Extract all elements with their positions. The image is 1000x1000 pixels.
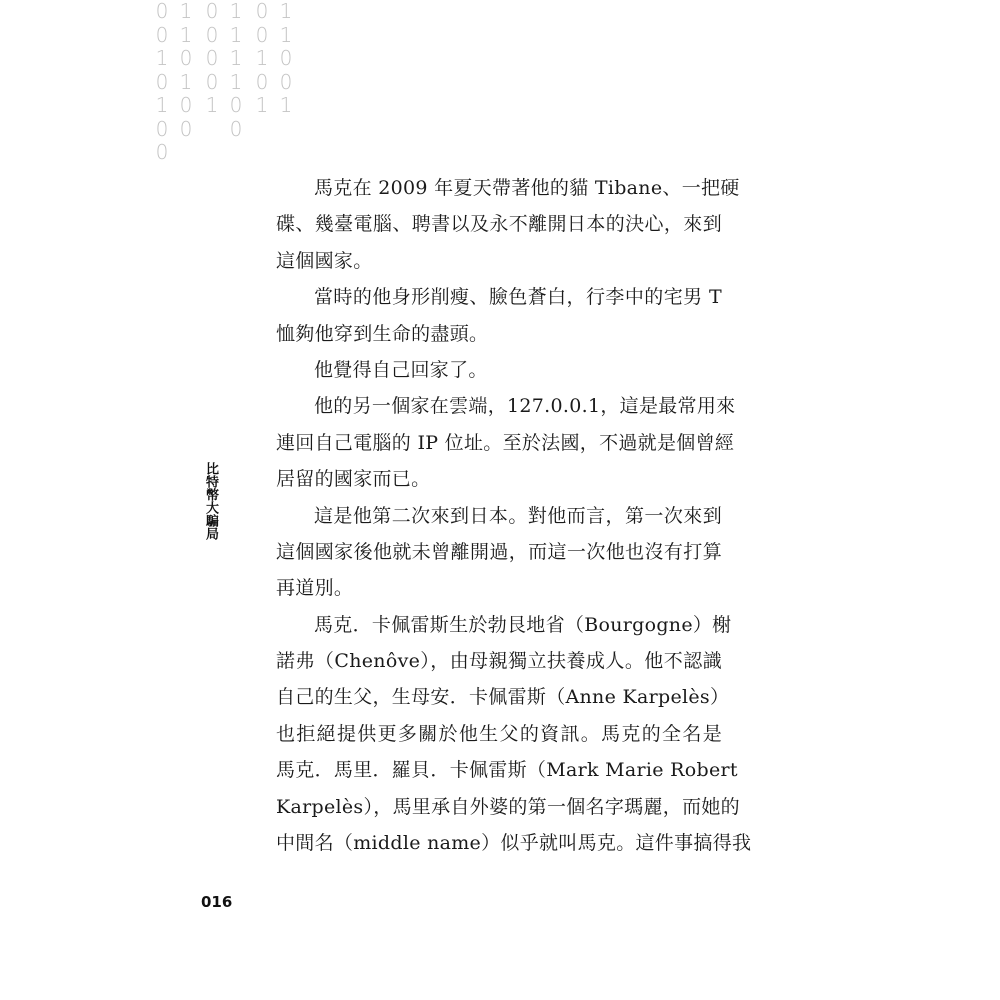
binary-digit: 0 xyxy=(155,140,169,164)
binary-digit: 1 xyxy=(229,0,243,23)
text-line: Karpelès），馬里承自外婆的第一個名字瑪麗，而她的 xyxy=(276,795,740,818)
paragraph xyxy=(276,388,736,497)
binary-digit: 1 xyxy=(229,46,243,70)
binary-digit: 1 xyxy=(179,69,193,94)
text-line: 自己的生父，生母安．卡佩雷斯（Anne Karpelès） xyxy=(276,686,730,709)
binary-digit: 0 xyxy=(255,0,269,23)
binary-digit: 0 xyxy=(155,69,169,94)
binary-digit: 0 xyxy=(179,46,193,70)
binary-digit: 1 xyxy=(279,93,293,117)
paragraph xyxy=(276,498,722,607)
binary-digit: 0 xyxy=(179,93,193,117)
binary-digit: 1 xyxy=(205,93,219,117)
binary-column xyxy=(252,0,272,118)
binary-digit: 0 xyxy=(155,116,169,141)
binary-digit: 0 xyxy=(205,46,219,70)
binary-digit: 1 xyxy=(155,93,169,117)
binary-digit: 1 xyxy=(255,46,269,70)
text-line: 馬克在 2009 年夏天帶著他的貓 Tibane、一把硬 xyxy=(314,177,740,199)
binary-digit: 1 xyxy=(229,69,243,94)
binary-digit: 0 xyxy=(205,69,219,94)
paragraph xyxy=(276,279,722,352)
paragraph xyxy=(276,170,740,279)
binary-digit: 1 xyxy=(255,93,269,117)
binary-digits-decoration xyxy=(152,0,302,164)
text-line: 再道別。 xyxy=(276,577,354,600)
text-line: 中間名（middle name）似乎就叫馬克。這件事搞得我 xyxy=(276,832,752,855)
paragraph xyxy=(276,607,752,862)
binary-digit: 0 xyxy=(279,69,293,94)
text-line: 這是他第二次來到日本。對他而言，第一次來到 xyxy=(314,504,722,527)
binary-digit: 0 xyxy=(229,93,243,117)
binary-digit: 0 xyxy=(205,22,219,47)
text-line: 這個國家。 xyxy=(276,249,373,272)
binary-digit: 1 xyxy=(279,22,293,47)
text-line: 恤夠他穿到生命的盡頭。 xyxy=(276,322,489,345)
binary-digit: 0 xyxy=(179,116,193,141)
binary-digit: 1 xyxy=(179,0,193,23)
binary-column xyxy=(202,0,222,118)
text-line: 這個國家後他就未曾離開過，而這一次他也沒有打算 xyxy=(276,540,722,563)
binary-digit: 1 xyxy=(155,46,169,70)
binary-digit: 0 xyxy=(155,0,169,23)
binary-digit: 0 xyxy=(155,22,169,47)
binary-digit: 0 xyxy=(255,22,269,47)
body-text xyxy=(276,170,752,861)
running-head-book-title: 比特幣大騙局 xyxy=(203,462,218,540)
binary-digit: 0 xyxy=(255,69,269,94)
text-line: 他的另一個家在雲端，127.0.0.1，這是最常用來 xyxy=(314,395,736,418)
text-line: 連回自己電腦的 IP 位址。至於法國，不過就是個曾經 xyxy=(276,431,735,454)
binary-column xyxy=(276,0,296,118)
binary-digit: 1 xyxy=(229,22,243,47)
binary-digit: 0 xyxy=(205,0,219,23)
text-line: 碟、幾臺電腦、聘書以及永不離開日本的決心，來到 xyxy=(276,213,722,236)
text-line: 當時的他身形削瘦、臉色蒼白，行李中的宅男 T xyxy=(314,286,722,309)
paragraph xyxy=(276,352,722,388)
text-line: 馬克．卡佩雷斯生於勃艮地省（Bourgogne）榭 xyxy=(314,613,732,636)
text-line: 馬克．馬里．羅貝．卡佩雷斯（Mark Marie Robert xyxy=(276,759,738,782)
binary-column xyxy=(226,0,246,141)
text-line: 諾弗（Chenôve），由母親獨立扶養成人。他不認識 xyxy=(276,650,722,673)
binary-digit: 1 xyxy=(179,22,193,47)
binary-digit: 1 xyxy=(279,0,293,23)
text-line: 他覺得自己回家了。 xyxy=(314,358,488,381)
page-number: 016 xyxy=(201,893,233,911)
binary-digit: 0 xyxy=(279,46,293,70)
binary-digit: 0 xyxy=(229,116,243,141)
binary-column xyxy=(176,0,196,141)
binary-column xyxy=(152,0,172,165)
text-line: 居留的國家而已。 xyxy=(276,468,431,491)
text-line: 也拒絕提供更多關於他生父的資訊。馬克的全名是 xyxy=(276,722,722,745)
